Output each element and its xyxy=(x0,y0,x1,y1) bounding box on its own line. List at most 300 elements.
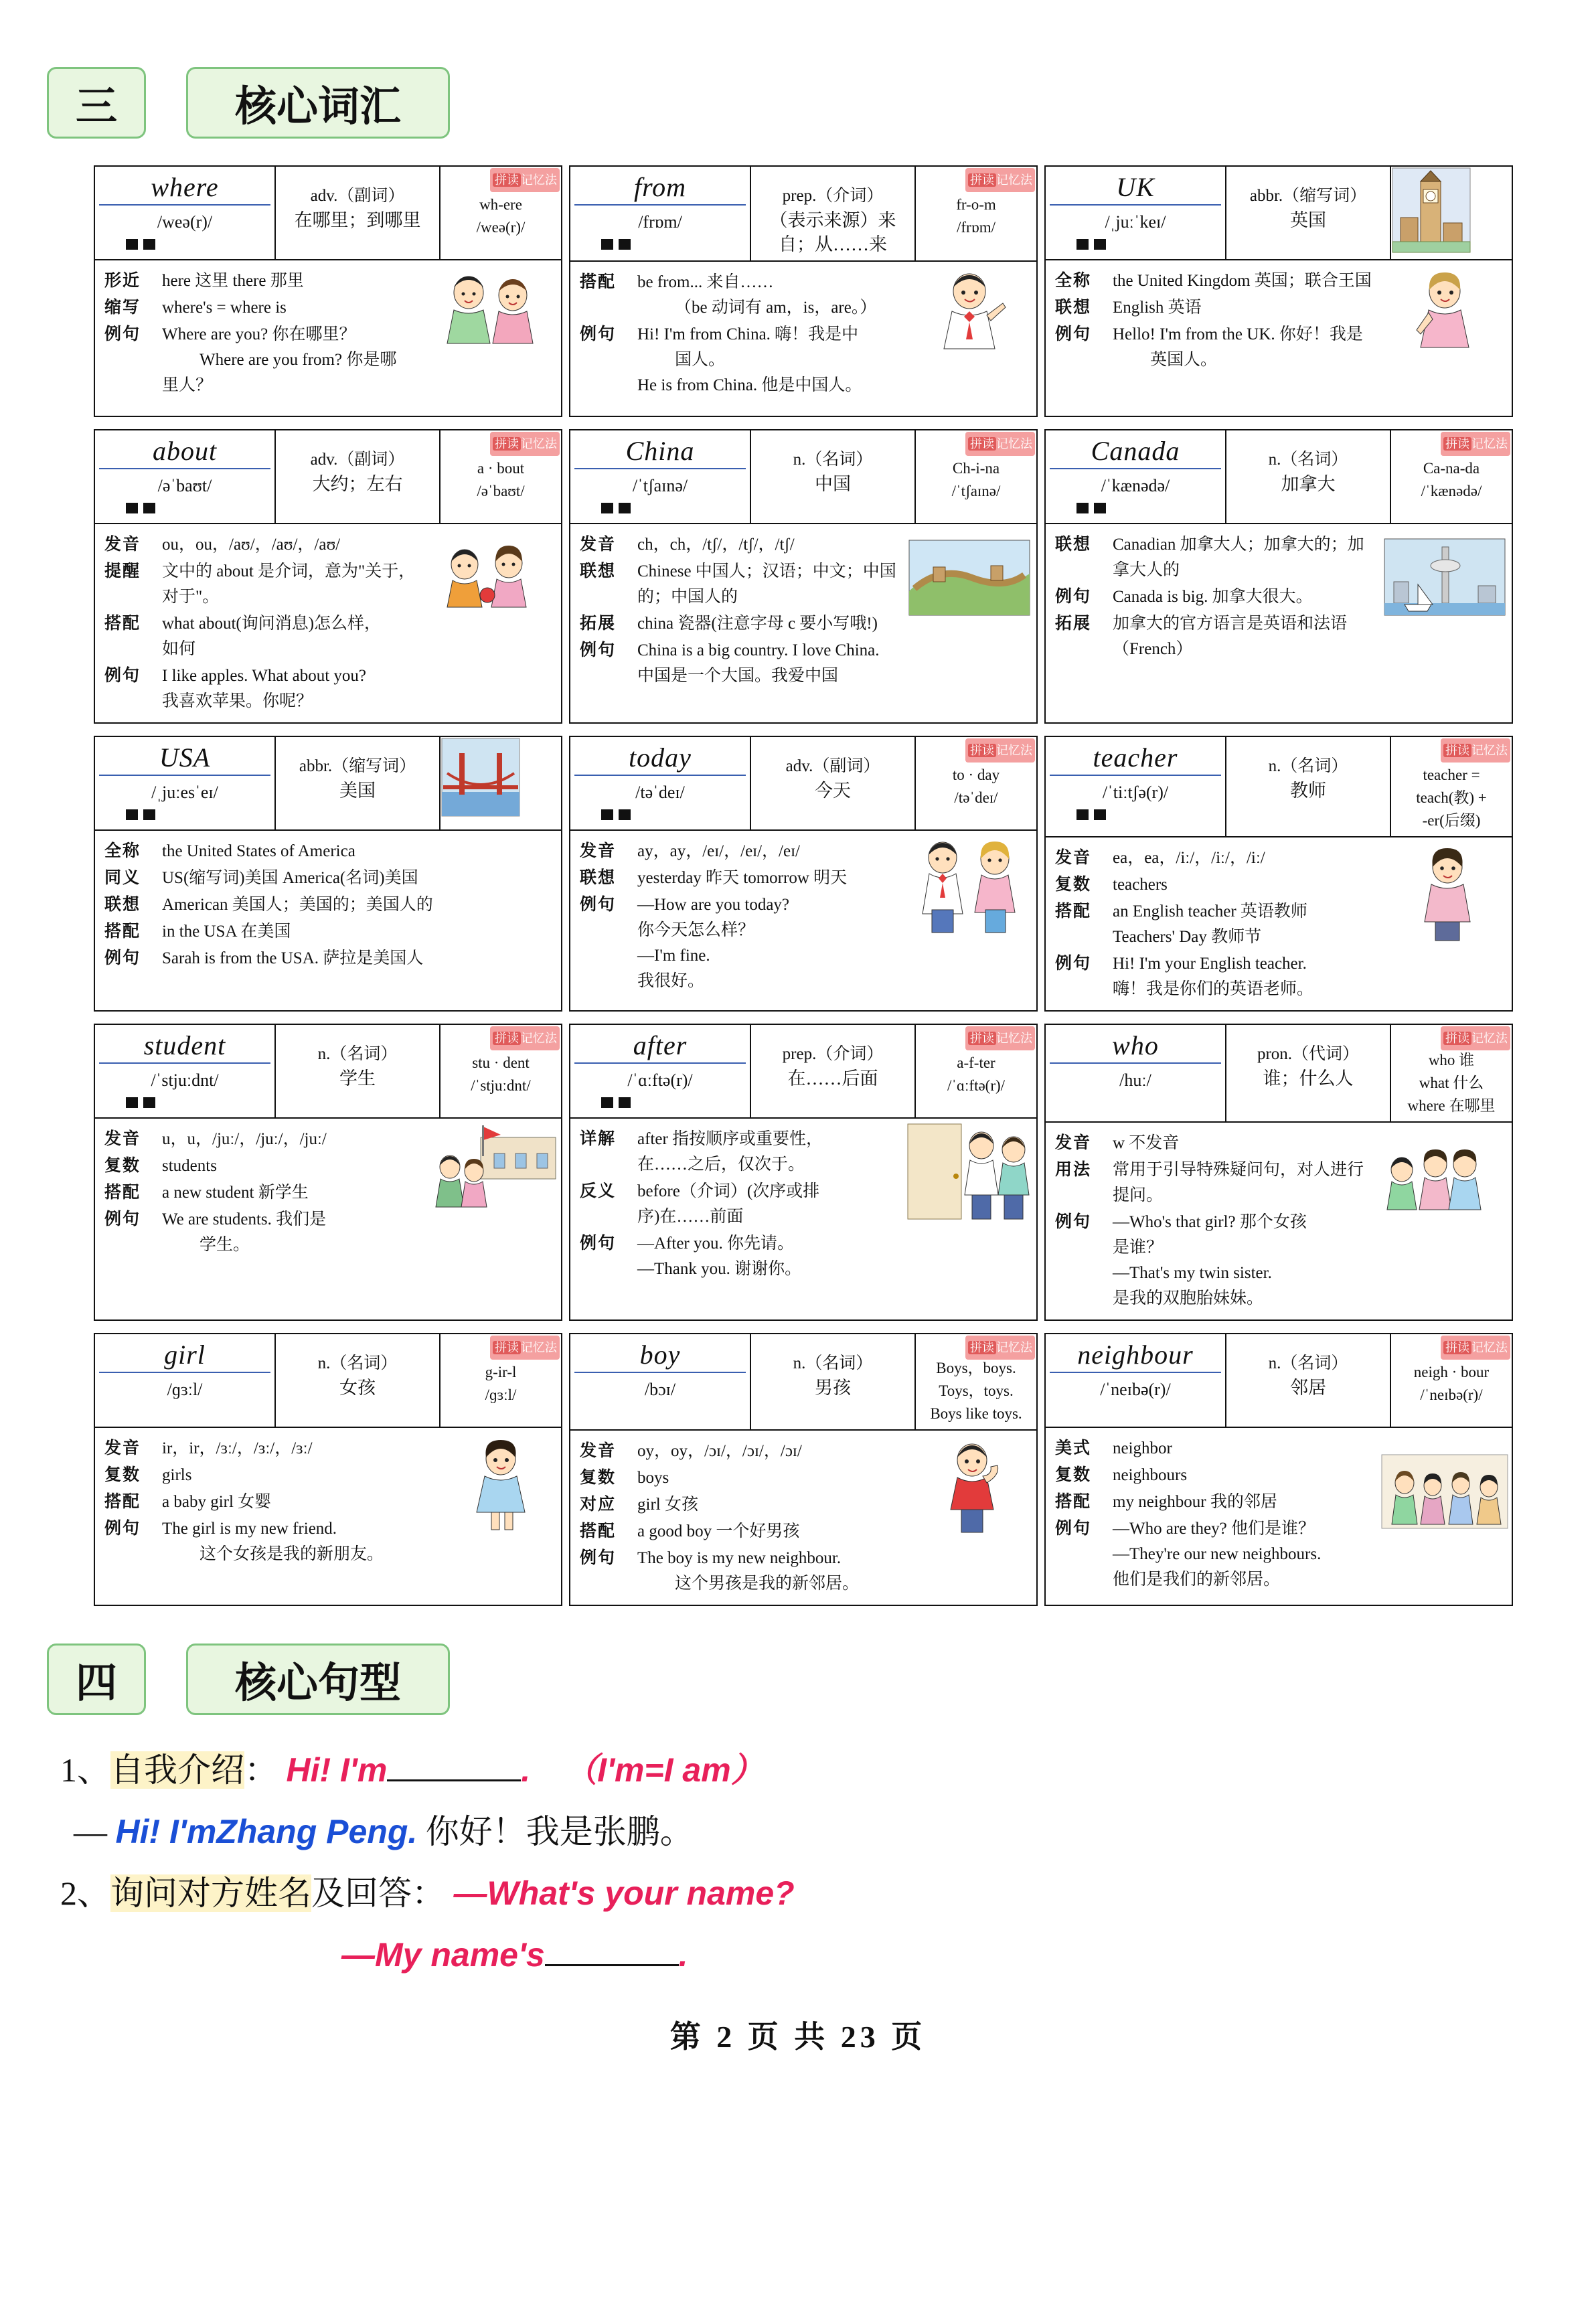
row-value: w 不发音 xyxy=(1113,1134,1180,1152)
row-label: 搭配 xyxy=(1055,902,1092,920)
word-cell xyxy=(95,1025,276,1117)
word-meaning: 美国 xyxy=(339,781,376,801)
pos-cell xyxy=(751,737,916,829)
row-label: 复数 xyxy=(580,1469,617,1487)
memory-line: /ˈɑːftə(r)/ xyxy=(947,1077,1006,1094)
memory-line: what 什么 xyxy=(1419,1074,1484,1091)
pos-cell xyxy=(751,1025,916,1117)
row-value: Sarah is from the USA. 萨拉是美国人 xyxy=(162,949,424,967)
practice-blocks xyxy=(1050,503,1221,513)
page-footer: 第 2 页 共 23 页 xyxy=(669,2020,927,2054)
row-value: Canada is big. 加拿大很大。 xyxy=(1113,588,1313,606)
row-value: ir，ir，/ɜː/，/ɜː/，/ɜː/ xyxy=(162,1439,313,1457)
sentence-period: . xyxy=(521,1751,531,1789)
illustration-woman-teacher xyxy=(1378,837,1512,1010)
row-value: 常用于引导特殊疑问句，对人进行提问。 xyxy=(1113,1161,1364,1204)
word-phonetic: /ˈkænədə/ xyxy=(1101,476,1170,495)
word-card xyxy=(1044,165,1513,417)
word-headword: boy xyxy=(574,1340,746,1373)
memory-line: a-f-ter xyxy=(957,1054,995,1071)
illustration-two-boys-door xyxy=(902,1119,1036,1290)
word-pos: n.（名词） xyxy=(793,451,873,469)
row-value: a new student 新学生 xyxy=(162,1184,309,1202)
card-body xyxy=(95,1428,561,1582)
memory-line: where 在哪里 xyxy=(1407,1097,1496,1114)
row-label: 例句 xyxy=(104,1520,141,1538)
memory-line: stu · dent xyxy=(472,1054,530,1071)
word-meaning: 中国 xyxy=(815,474,851,494)
pos-cell xyxy=(276,1334,441,1427)
memory-tag: 拼读 记忆法 xyxy=(1441,1336,1510,1360)
row-label: 例句 xyxy=(580,896,617,914)
pos-cell xyxy=(1226,167,1391,259)
sentence-period: . xyxy=(678,1936,688,1974)
word-card xyxy=(569,1333,1038,1606)
card-rows xyxy=(1046,837,1378,1010)
card-header xyxy=(1046,1025,1512,1123)
card-header xyxy=(95,737,561,831)
row-label: 搭配 xyxy=(580,273,617,291)
card-header xyxy=(1046,430,1512,524)
row-value: We are students. 我们是 学生。 xyxy=(162,1210,327,1254)
row-value: students xyxy=(162,1157,217,1175)
illustration-neighbours-group xyxy=(1378,1428,1512,1601)
row-label: 复数 xyxy=(1055,876,1092,894)
row-label: 拓展 xyxy=(1055,615,1092,633)
card-header xyxy=(1046,167,1512,260)
word-cell xyxy=(570,1025,751,1117)
row-label: 搭配 xyxy=(1055,1493,1092,1511)
row-label: 联想 xyxy=(580,869,617,887)
card-body xyxy=(95,1119,561,1273)
card-rows xyxy=(95,524,427,722)
sentence-colon: ： xyxy=(244,1751,278,1789)
row-value: The girl is my new friend. 这个女孩是我的新朋友。 xyxy=(162,1520,384,1563)
word-pos: n.（名词） xyxy=(1268,1354,1348,1372)
row-value: —How are you today? 你今天怎么样？ —I'm fine. 我很好。 xyxy=(637,896,790,990)
row-label: 例句 xyxy=(104,667,141,685)
row-label: 例句 xyxy=(1055,588,1092,606)
memory-line: /ˈneɪbə(r)/ xyxy=(1420,1386,1483,1403)
card-body xyxy=(1046,1123,1512,1319)
card-header xyxy=(1046,1334,1512,1428)
memory-tag: 拼读 记忆法 xyxy=(490,168,560,192)
word-meaning: 在……后面 xyxy=(787,1068,878,1089)
word-pos: n.（名词） xyxy=(317,1045,398,1063)
row-value: 文中的 about 是介词，意为"关于，对于"。 xyxy=(162,562,416,606)
row-label: 发音 xyxy=(580,536,617,554)
row-value: a good boy 一个好男孩 xyxy=(637,1522,800,1540)
card-rows xyxy=(95,1119,427,1273)
row-label: 例句 xyxy=(1055,1520,1092,1538)
memory-line: g-ir-l xyxy=(485,1364,517,1380)
word-meaning: 加拿大 xyxy=(1281,474,1336,494)
memory-cell-image-golden-gate xyxy=(441,737,561,829)
row-value: yesterday 昨天 tomorrow 明天 xyxy=(637,869,848,887)
word-headword: who xyxy=(1050,1030,1221,1064)
row-value: boys xyxy=(637,1469,669,1487)
row-label: 例句 xyxy=(580,1234,617,1253)
section-title: 核心句型 xyxy=(186,1644,450,1715)
row-value: the United States of America xyxy=(162,842,355,860)
word-meaning: 大约；左右 xyxy=(312,474,403,494)
memory-line: teach(教) + xyxy=(1416,789,1487,806)
section-number: 三 xyxy=(47,67,146,139)
illustration-great-wall xyxy=(902,524,1036,697)
memory-line: wh-ere xyxy=(479,196,522,213)
row-value: Canadian 加拿大人；加拿大的；加 拿大人的 xyxy=(1113,536,1364,579)
memory-cell xyxy=(916,1334,1036,1429)
word-pos: prep.（介词） xyxy=(782,187,884,205)
card-header xyxy=(570,737,1036,831)
row-label: 联想 xyxy=(1055,299,1092,317)
memory-line: /ˈkænədə/ xyxy=(1421,483,1482,499)
sentence-note: （I'm=I am） xyxy=(564,1751,765,1789)
row-label: 搭配 xyxy=(104,1184,141,1202)
practice-blocks xyxy=(99,239,270,250)
row-value: teachers xyxy=(1113,876,1168,894)
row-label: 提醒 xyxy=(104,562,141,580)
sentence-english: Hi! I'm xyxy=(286,1751,388,1789)
memory-line: Boys，boys. xyxy=(936,1360,1016,1376)
memory-line: -er(后缀) xyxy=(1422,812,1481,829)
word-meaning: 女孩 xyxy=(339,1378,376,1398)
practice-blocks xyxy=(99,1097,270,1108)
row-value: after 指按顺序或重要性， 在……之后，仅次于。 xyxy=(637,1130,823,1174)
row-value: ea，ea，/iː/，/iː/，/iː/ xyxy=(1113,849,1265,867)
memory-cell xyxy=(441,1334,561,1427)
memory-cell xyxy=(441,167,561,259)
card-body xyxy=(570,831,1036,1002)
word-pos: n.（名词） xyxy=(1268,451,1348,469)
pos-cell xyxy=(276,737,441,829)
word-headword: about xyxy=(99,436,270,469)
row-value: I like apples. What about you? 我喜欢苹果。你呢？ xyxy=(162,667,367,710)
answer-blank[interactable] xyxy=(387,1779,521,1781)
memory-cell xyxy=(1391,1025,1512,1121)
sentence-topic: 询问对方姓名 xyxy=(110,1874,311,1912)
word-cell xyxy=(1046,167,1226,259)
illustration-boy-girl-pair xyxy=(902,831,1036,1002)
memory-line: a · bout xyxy=(477,460,525,477)
illustration-cn-tower xyxy=(1378,524,1512,678)
word-headword: UK xyxy=(1050,172,1221,206)
sentence-topic: 自我介绍 xyxy=(110,1751,244,1789)
word-meaning: 男孩 xyxy=(815,1378,851,1398)
row-value: before（介词）(次序或排 序)在……前面 xyxy=(637,1182,820,1226)
row-value: china 瓷器(注意字母 c 要小写哦!) xyxy=(637,615,878,633)
pos-cell xyxy=(751,167,916,260)
card-rows xyxy=(570,524,902,697)
row-label: 全称 xyxy=(1055,272,1092,290)
pos-cell xyxy=(1226,737,1391,836)
word-cell xyxy=(95,167,276,259)
word-cell xyxy=(1046,1025,1226,1121)
word-pos: pron.（代词） xyxy=(1257,1045,1360,1063)
row-value: Where are you? 你在哪里？ Where are you from? 你是哪 里人？ xyxy=(162,325,397,394)
word-cell xyxy=(1046,430,1226,523)
word-pos: prep.（介词） xyxy=(782,1045,884,1063)
word-meaning: 在哪里；到哪里 xyxy=(294,210,421,230)
row-value: neighbours xyxy=(1113,1466,1188,1484)
word-meaning: 谁；什么人 xyxy=(1263,1068,1354,1089)
row-label: 例句 xyxy=(580,325,617,343)
row-value: u，u，/juː/，/juː/，/juː/ xyxy=(162,1130,327,1148)
memory-cell xyxy=(1391,430,1512,523)
row-value: China is a big country. I love China. 中国是一个大国。我爱中国 xyxy=(637,641,880,685)
row-value: where's = where is xyxy=(162,299,287,317)
card-rows xyxy=(1046,524,1378,678)
pos-cell xyxy=(1226,1025,1391,1121)
word-meaning: 学生 xyxy=(339,1068,376,1089)
card-body xyxy=(570,1119,1036,1290)
word-pos: adv.（副词） xyxy=(785,757,880,775)
row-label: 发音 xyxy=(104,1439,141,1457)
card-rows xyxy=(95,260,427,414)
memory-cell xyxy=(916,1025,1036,1117)
row-label: 例句 xyxy=(104,949,141,967)
word-card xyxy=(1044,429,1513,724)
memory-tag: 拼读 记忆法 xyxy=(965,432,1035,456)
memory-tag: 拼读 记忆法 xyxy=(490,1026,560,1050)
memory-line: to · day xyxy=(952,767,1000,783)
illustration-boy-strong xyxy=(902,1431,1036,1605)
sentence-colon: 及回答： xyxy=(311,1874,445,1912)
row-label: 用法 xyxy=(1055,1161,1092,1179)
row-label: 搭配 xyxy=(104,1493,141,1511)
card-rows xyxy=(95,1428,427,1582)
word-cell xyxy=(1046,737,1226,836)
card-rows xyxy=(570,1431,902,1605)
memory-line: teacher = xyxy=(1423,767,1480,783)
section-title: 核心词汇 xyxy=(186,67,450,139)
memory-tag: 拼读 记忆法 xyxy=(490,1336,560,1360)
memory-line: neigh · bour xyxy=(1413,1364,1490,1380)
memory-tag: 拼读 记忆法 xyxy=(965,168,1035,192)
row-value: neighbor xyxy=(1113,1439,1172,1457)
memory-cell xyxy=(916,737,1036,829)
word-phonetic: /əˈbaʊt/ xyxy=(157,476,212,495)
practice-blocks xyxy=(574,809,746,820)
pos-cell xyxy=(751,1334,916,1429)
card-header xyxy=(95,167,561,260)
card-header xyxy=(1046,737,1512,837)
row-label: 对应 xyxy=(580,1496,617,1514)
memory-line: Ca-na-da xyxy=(1423,460,1480,477)
row-label: 发音 xyxy=(1055,1134,1092,1152)
sentence-english: Hi! I'mZhang Peng. xyxy=(115,1813,418,1850)
word-headword: teacher xyxy=(1050,742,1221,776)
word-headword: Canada xyxy=(1050,436,1221,469)
word-headword: today xyxy=(574,742,746,776)
dash: — xyxy=(74,1813,107,1850)
word-phonetic: /ˌjuːˈkeɪ/ xyxy=(1105,212,1166,232)
word-cell xyxy=(570,167,751,260)
row-value: Hi! I'm your English teacher. 嗨！我是你们的英语老师。 xyxy=(1113,955,1314,998)
word-meaning: 英国 xyxy=(1290,210,1326,230)
practice-blocks xyxy=(1050,809,1221,820)
pos-cell xyxy=(1226,430,1391,523)
row-value: —After you. 你先请。 —Thank you. 谢谢你。 xyxy=(637,1234,802,1278)
sentence-item xyxy=(60,1801,1596,1862)
row-label: 搭配 xyxy=(104,923,141,941)
row-value: oy，oy，/ɔɪ/，/ɔɪ/，/ɔɪ/ xyxy=(637,1442,802,1460)
memory-tag: 拼读 记忆法 xyxy=(965,1336,1035,1360)
row-label: 反义 xyxy=(580,1182,617,1200)
illustration-two-kids-sitting xyxy=(427,524,561,722)
row-value: US(缩写词)美国 America(名词)美国 xyxy=(162,869,418,887)
word-phonetic: /təˈdeɪ/ xyxy=(635,783,685,802)
card-rows xyxy=(95,831,561,985)
word-card xyxy=(569,165,1038,417)
memory-tag: 拼读 记忆法 xyxy=(965,738,1035,763)
row-value: my neighbour 我的邻居 xyxy=(1113,1493,1277,1511)
row-label: 发音 xyxy=(580,842,617,860)
memory-line: /ˈtʃaɪnə/ xyxy=(951,483,1001,499)
card-header xyxy=(570,167,1036,262)
memory-line: /weə(r)/ xyxy=(476,219,526,236)
word-headword: from xyxy=(574,172,746,206)
row-value: girl 女孩 xyxy=(637,1496,698,1514)
word-pos: abbr.（缩写词） xyxy=(1249,187,1367,205)
section-number: 四 xyxy=(47,1644,146,1715)
row-label: 美式 xyxy=(1055,1439,1092,1457)
card-rows xyxy=(1046,260,1378,414)
illustration-students-school xyxy=(427,1119,561,1273)
row-label: 例句 xyxy=(1055,955,1092,973)
practice-blocks xyxy=(574,1097,746,1108)
row-label: 例句 xyxy=(104,325,141,343)
word-phonetic: /bɔɪ/ xyxy=(644,1380,676,1399)
word-cell xyxy=(95,1334,276,1427)
row-label: 例句 xyxy=(1055,1213,1092,1231)
row-label: 发音 xyxy=(580,1442,617,1460)
word-phonetic: /weə(r)/ xyxy=(157,212,213,232)
row-label: 同义 xyxy=(104,869,141,887)
memory-line: Ch-i-na xyxy=(952,460,1000,477)
sentence-english: —My name's xyxy=(341,1936,545,1974)
word-headword: girl xyxy=(99,1340,270,1373)
pos-cell xyxy=(1226,1334,1391,1427)
illustration-twin-girls xyxy=(1378,1123,1512,1319)
row-label: 缩写 xyxy=(104,299,141,317)
word-card xyxy=(94,736,562,1012)
row-label: 联想 xyxy=(1055,536,1092,554)
memory-line: who 谁 xyxy=(1428,1052,1475,1068)
sentence-number: 1、 xyxy=(60,1751,110,1789)
word-pos: abbr.（缩写词） xyxy=(299,757,416,775)
row-value: an English teacher 英语教师 Teachers' Day 教师节 xyxy=(1113,902,1307,946)
word-headword: after xyxy=(574,1030,746,1064)
word-meaning: 教师 xyxy=(1290,781,1326,801)
row-label: 发音 xyxy=(1055,849,1092,867)
word-card xyxy=(94,165,562,417)
word-card xyxy=(94,1333,562,1606)
sentence-number: 2、 xyxy=(60,1874,110,1912)
row-label: 搭配 xyxy=(580,1522,617,1540)
word-cell xyxy=(570,1334,751,1429)
word-card xyxy=(94,1024,562,1321)
practice-blocks xyxy=(574,239,746,250)
row-label: 联想 xyxy=(104,896,141,914)
sentence-item xyxy=(60,1924,1596,1986)
row-value: the United Kingdom 英国；联合王国 xyxy=(1113,272,1372,290)
row-label: 复数 xyxy=(104,1466,141,1484)
memory-line: fr-o-m xyxy=(956,196,996,213)
card-body xyxy=(95,260,561,414)
sentence-item xyxy=(60,1739,1596,1801)
illustration-two-kids-talking xyxy=(427,260,561,414)
word-phonetic: /ˈstjuːdnt/ xyxy=(151,1070,219,1090)
memory-tag: 拼读 记忆法 xyxy=(1441,1026,1510,1050)
row-value: The boy is my new neighbour. 这个男孩是我的新邻居。 xyxy=(637,1549,860,1593)
memory-tag: 拼读 记忆法 xyxy=(1441,738,1510,763)
row-value: Chinese 中国人；汉语；中文；中国 的；中国人的 xyxy=(637,562,896,606)
row-value: ou，ou，/aʊ/，/aʊ/，/aʊ/ xyxy=(162,536,341,554)
word-headword: China xyxy=(574,436,746,469)
row-value: English 英语 xyxy=(1113,299,1202,317)
card-body xyxy=(1046,837,1512,1010)
memory-tag: 拼读 记忆法 xyxy=(1441,432,1510,456)
word-phonetic: /ˈtʃaɪnə/ xyxy=(632,476,688,495)
row-value: ay，ay，/eɪ/，/eɪ/，/eɪ/ xyxy=(637,842,800,860)
worksheet-page xyxy=(0,67,1596,2323)
row-label: 搭配 xyxy=(104,615,141,633)
row-label: 全称 xyxy=(104,842,141,860)
word-pos: adv.（副词） xyxy=(310,451,405,469)
word-cell xyxy=(95,430,276,523)
card-body xyxy=(95,524,561,722)
memory-cell xyxy=(916,430,1036,523)
word-headword: neighbour xyxy=(1050,1340,1221,1373)
word-card-grid xyxy=(94,165,1513,1606)
row-value: —Who are they? 他们是谁？ —They're our new neighbours. 他们是我们的新邻居。 xyxy=(1113,1520,1322,1589)
card-header xyxy=(95,430,561,524)
memory-cell xyxy=(441,1025,561,1117)
card-body xyxy=(570,262,1036,416)
word-phonetic: /ɡɜːl/ xyxy=(167,1380,203,1399)
card-body xyxy=(1046,1428,1512,1601)
row-label: 例句 xyxy=(580,1549,617,1567)
sentence-item xyxy=(60,1862,1596,1924)
row-label: 例句 xyxy=(104,1210,141,1228)
row-value: be from... 来自…… （be 动词有 am，is，are。） xyxy=(637,273,877,317)
memory-line: Toys，toys. xyxy=(939,1382,1014,1399)
card-body xyxy=(570,524,1036,697)
word-card xyxy=(1044,1024,1513,1321)
answer-blank[interactable] xyxy=(545,1964,679,1966)
word-meaning: 邻居 xyxy=(1290,1378,1326,1398)
word-cell xyxy=(570,737,751,829)
word-cell xyxy=(1046,1334,1226,1427)
card-rows xyxy=(570,1119,902,1290)
word-pos: n.（名词） xyxy=(1268,757,1348,775)
row-value: 加拿大的官方语言是英语和法语 （French） xyxy=(1113,615,1348,658)
memory-tag: 拼读 记忆法 xyxy=(490,432,560,456)
word-card xyxy=(569,1024,1038,1321)
memory-line: /frɒm/ xyxy=(956,219,996,236)
word-pos: n.（名词） xyxy=(317,1354,398,1372)
pos-cell xyxy=(751,430,916,523)
memory-cell xyxy=(1391,1334,1512,1427)
card-header xyxy=(570,1334,1036,1431)
word-phonetic: /ˈɑːftə(r)/ xyxy=(627,1070,693,1090)
pos-cell xyxy=(276,167,441,259)
word-phonetic: /ˈneɪbə(r)/ xyxy=(1100,1380,1171,1399)
word-cell xyxy=(95,737,276,829)
row-label: 复数 xyxy=(104,1157,141,1175)
card-body xyxy=(1046,260,1512,414)
